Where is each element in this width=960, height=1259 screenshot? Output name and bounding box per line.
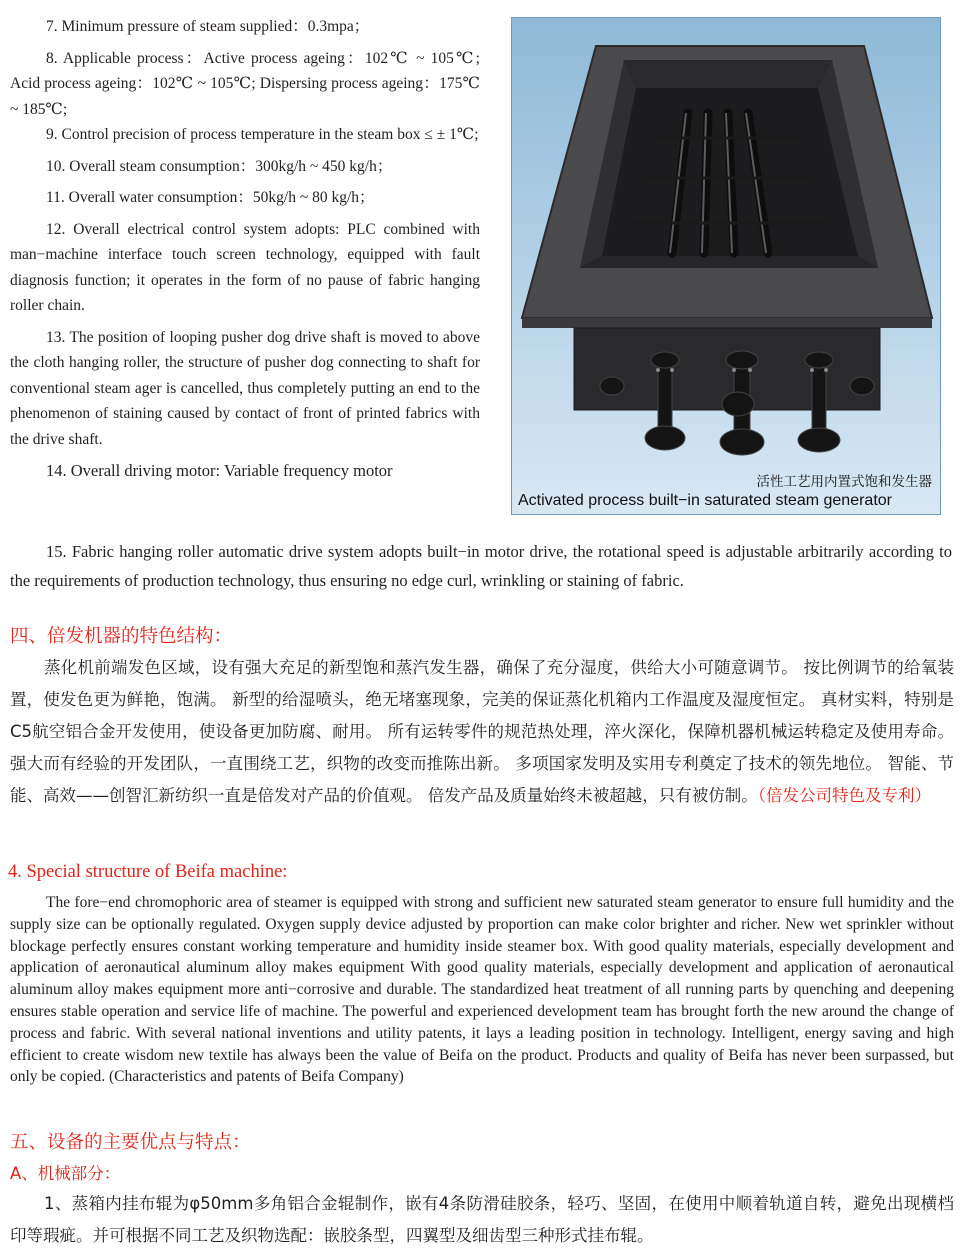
spec-item-8: 8. Applicable process：Active process ageing：102℃ ~ 105℃; Acid process ageing：102℃ ~ 105℃; Dispersing process ageing：175℃ ~ 185℃; xyxy=(10,49,480,118)
section-5-sub-a: A、机械部分： xyxy=(10,1164,121,1183)
spec-item-7: 7. Minimum pressure of steam supplied：0.3mpa； xyxy=(46,18,370,35)
section-4-cn-body xyxy=(10,652,954,812)
spec-item-15-block xyxy=(10,537,952,595)
steam-generator-illustration xyxy=(512,18,940,514)
section-5-body xyxy=(10,1188,954,1252)
section-4-en-text: The fore−end chromophoric area of steamer is equipped with strong and sufficient new saturated steam generator to ensure full humidity and the supply size can be optionally regulated. Oxygen supply device adjusted by proportion can make color brighter and richer. New wet sprinkler without blockage perfectly ensures constant working temperature and humidity inside steamer box. With good quality materials, especially development and application of aeronautical aluminum alloy makes equipment With good quality materials, especially development and application of aeronautical aluminum alloy makes equipment more anti−corrosive and durable. The standardized heat treatment of all running parts by quenching and deepening ensures stable operation and service life of machine. The powerful and experienced development team has brought forth the new around the change of process and fabric. With several national inventions and utility patents, it lays a leading position in technology. Intelligent, energy saving and high efficient to create wisdom new textile has always been the value of Beifa on the product. Products and quality of Beifa has never been surpassed, but only be copied. (Characteristics and patents of Beifa Company) xyxy=(10,894,954,1086)
section-4-cn-heading: 四、倍发机器的特色结构： xyxy=(10,626,233,647)
spec-item-13: 13. The position of looping pusher dog drive shaft is moved to above the cloth hanging roller, the structure of pusher dog connecting to shaft for conventional steam ager is cancelled, thus completely putting an end to the phenomenon of staining caused by contact of front of printed fabrics with the drive shaft. xyxy=(10,328,480,448)
section-5-heading: 五、设备的主要优点与特点： xyxy=(10,1132,251,1153)
photo-caption-chinese: 活性工艺用内置式饱和发生器 xyxy=(756,474,932,490)
section-4-cn-text: 蒸化机前端发色区域，设有强大充足的新型饱和蒸汽发生器，确保了充分湿度，供给大小可随意调节。 按比例调节的给氧装置，使发色更为鲜艳，饱满。 新型的给湿喷头，绝无堵塞现象，完美的保证蒸化机箱内工作温度及湿度恒定。 真材实料，特别是C5航空铝合金开发使用，使设备更加防腐、耐用。 所有运转零件的规范热处理，淬火深化，保障机器机械运转稳定及使用寿命。 强大而有经验的开发团队，一直围绕工艺，织物的改变而推陈出新。 多项国家发明及实用专利奠定了技术的领先地位。 智能、节能、高效——创智汇新纺织一直是倍发对产品的价值观。 倍发产品及质量始终未被超越，只有被仿制。 xyxy=(10,658,954,805)
spec-item-14: 14. Overall driving motor: Variable frequency motor xyxy=(46,461,393,480)
spec-item-11: 11. Overall water consumption：50kg/h ~ 80 kg/h； xyxy=(46,189,375,206)
steam-generator-photo xyxy=(511,17,941,515)
section-4-cn-note: （倍发公司特色及专利） xyxy=(757,786,931,805)
spec-item-12: 12. Overall electrical control system adopts: PLC combined with man−machine interface touch screen technology, equipped with fault diagnosis function; it operates in the form of no pause of fabric hanging roller chain. xyxy=(10,220,480,314)
section-5-item-1: 1、蒸箱内挂布辊为φ50mm多角铝合金辊制作，嵌有4条防滑硅胶条，轻巧、坚固，在使用中顺着轨道自转，避免出现横档印等瑕疵。并可根据不同工艺及织物选配：嵌胶条型，四翼型及细齿型三种形式挂布辊。 xyxy=(10,1194,954,1245)
spec-item-10: 10. Overall steam consumption：300kg/h ~ 450 kg/h； xyxy=(46,157,393,175)
photo-caption-english: Activated process built−in saturated steam generator xyxy=(518,492,892,509)
spec-list-upper xyxy=(10,14,480,484)
section-4-en-heading: 4. Special structure of Beifa machine: xyxy=(8,862,288,882)
spec-item-9: 9. Control precision of process temperature in the steam box ≤ ± 1℃; xyxy=(46,126,479,143)
spec-item-15: 15. Fabric hanging roller automatic drive system adopts built−in motor drive, the rotational speed is adjustable arbitrarily according to the requirements of production technology, thus ensuring no edge curl, wrinkling or staining of fabric. xyxy=(10,542,952,590)
section-4-en-body xyxy=(10,892,954,1088)
